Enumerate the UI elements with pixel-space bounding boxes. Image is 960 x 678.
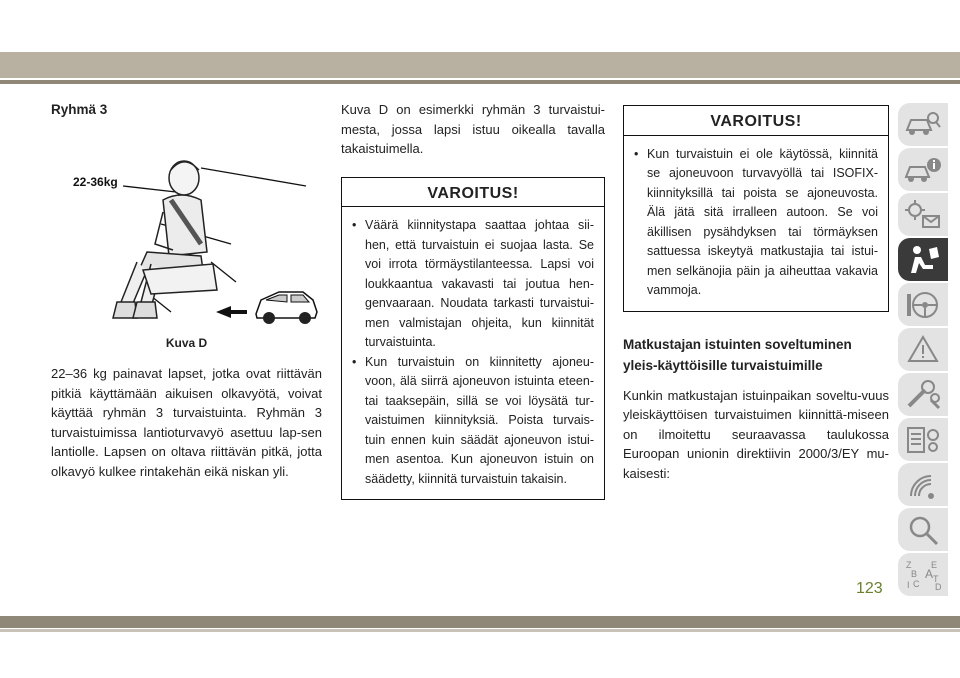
svg-text:I: I	[907, 579, 910, 590]
footer-band	[0, 616, 960, 628]
car-icon	[256, 292, 317, 324]
figure-caption: Kuva D	[165, 335, 208, 350]
svg-text:C: C	[913, 578, 920, 589]
svg-text:Z: Z	[906, 559, 912, 570]
header-rule	[0, 80, 960, 84]
search-index-icon[interactable]	[898, 508, 948, 551]
column-1	[51, 100, 322, 481]
column-2	[341, 100, 605, 500]
footer-rule	[0, 629, 960, 632]
warning-box	[623, 105, 889, 312]
warning-lights-icon[interactable]	[898, 193, 948, 236]
multimedia-icon[interactable]	[898, 463, 948, 506]
warning-list	[624, 136, 888, 311]
body-paragraph: 22–36 kg painavat lapset, jotka ovat riittävän pitkiä käyttämään aikuisen olkavyötä, voivat käyttää ryhmän 3 turvaistuinta. Ryhmän 3 turvaistuimissa lantioturvavyö asettuu lap-sen lantiolle. Lapsen on oltava riittävän pitkä, jotta olkavyö kulkee rintakehän eikä niskan yli.	[51, 366, 322, 479]
warning-title: VAROITUS!	[342, 178, 604, 208]
intro-paragraph: Kuva D on esimerkki ryhmän 3 turvaistui-mesta, jossa lapsi istuu oikealla tavalla takaistuimella.	[341, 102, 605, 156]
child-seat-figure	[51, 152, 322, 330]
steering-wheel-icon[interactable]	[898, 283, 948, 326]
roadside-warning-icon[interactable]	[898, 328, 948, 371]
alphabet-index-icon[interactable]	[898, 553, 948, 596]
section-heading: Matkustajan istuinten soveltuminen yleis-käyttöisille turvaistuimille	[623, 336, 852, 373]
svg-text:T: T	[933, 573, 939, 584]
column-3	[623, 100, 889, 483]
child-booster-seat-illustration	[51, 152, 322, 330]
svg-text:D: D	[935, 581, 942, 592]
warning-item: • Väärä kiinnitystapa saattaa johtaa sii-hen, että turvaistuin ei suojaa lasta. Se voi irrota törmäystilanteessa. Lapsi voi loukkaantua vakavasti tai joutua hen-genvaaraan. Noudata tarkasti turvaistui-men valmistajan ohjeita, kun kiinnität turvaistuinta.	[352, 216, 594, 353]
car-search-icon[interactable]	[898, 103, 948, 146]
svg-text:A: A	[925, 566, 934, 581]
group-heading: Ryhmä 3	[51, 102, 108, 117]
warning-box	[341, 177, 605, 501]
car-info-icon[interactable]	[898, 148, 948, 191]
warning-list	[342, 207, 604, 499]
child-seat-airbag-icon[interactable]	[898, 238, 948, 281]
warning-item: • Kun turvaistuin on kiinnitetty ajoneu-voon, älä siirrä ajoneuvon istuinta eteen-tai taaksepäin, sillä se voi löysätä tur-vaistuimen kiinnityksiä. Poista turvais-tuin ennen kuin säädät ajoneuvon istui-men asentoa. Kun ajoneuvon istuin on säädetty, kiinnitä turvaistuin takaisin.	[352, 353, 594, 490]
specifications-icon[interactable]	[898, 418, 948, 461]
warning-item: • Kun turvaistuin ei ole käytössä, kiinnitä se ajoneuvoon turvavyöllä tai ISOFIX-kiinnityksillä tai poista se ajoneuvosta. Älä jätä sitä irralleen autoon. Se voi äkillisen pysähdyksen tai törmäyksen sattuessa iskeytyä matkustajia tai istui-men selkänojia päin ja aiheuttaa vakavia vammoja.	[634, 145, 878, 301]
page-number: 123	[856, 580, 883, 597]
svg-text:B: B	[911, 568, 918, 579]
header-band	[0, 52, 960, 78]
direction-arrow-icon	[216, 306, 247, 318]
body-paragraph: Kunkin matkustajan istuinpaikan soveltu-vuus yleiskäyttöisen turvaistuimen kiinnittä-miseen on ilmoitettu seuraavassa taulukossa Euroopan unionin direktiivin 2000/3/EY mu-kaisesti:	[623, 387, 889, 481]
weight-label: 22-36kg	[73, 174, 118, 189]
svg-text:E: E	[931, 559, 938, 570]
warning-title: VAROITUS!	[624, 106, 888, 136]
service-wrench-icon[interactable]	[898, 373, 948, 416]
